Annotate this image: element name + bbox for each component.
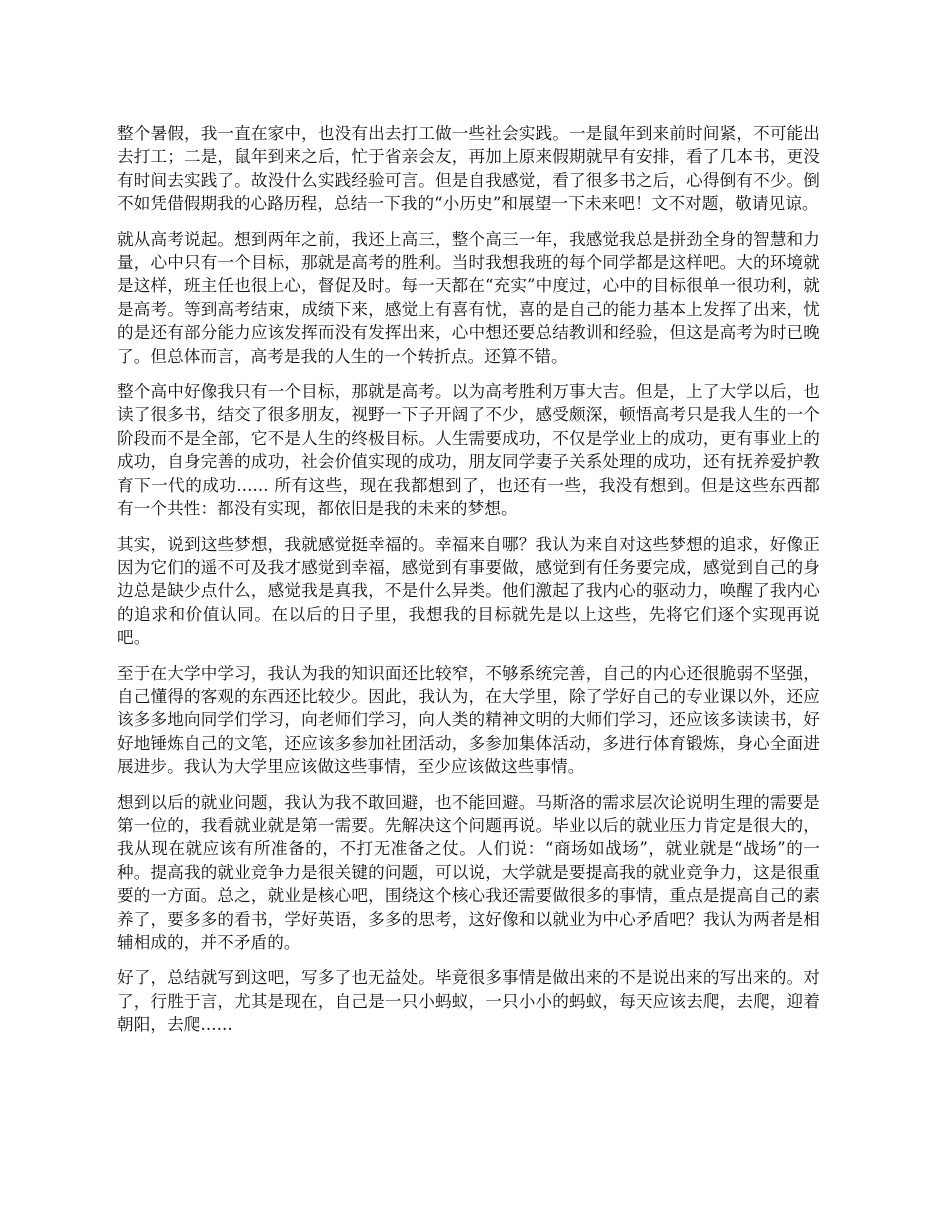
paragraph-university-study: 至于在大学中学习，我认为我的知识面还比较窄，不够系统完善，自己的内心还很脆弱不坚强，自己懂得的客观的东西还比较少。因此，我认为，在大学里，除了学好自己的专业课以外，还应该多多地向同学们学习，向老师们学习，向人类的精神文明的大师们学习，还应该多读读书，好好地锤炼自己的文笔，还应该多参加社团活动，多参加集体活动，多进行体育锻炼，身心全面进展进步。我认为大学里应该做这些事情，至少应该做这些事情。	[117, 663, 820, 777]
document-body	[117, 122, 820, 1037]
paragraph-summer-vacation: 整个暑假，我一直在家中，也没有出去打工做一些社会实践。一是鼠年到来前时间紧，不可能出去打工；二是，鼠年到来之后，忙于省亲会友，再加上原来假期就早有安排，看了几本书，更没有时间去实践了。故没什么实践经验可言。但是自我感觉，看了很多书之后，心得倒有不少。倒不如凭借假期我的心路历程，总结一下我的“小历史”和展望一下未来吧！文不对题，敬请见谅。	[117, 124, 820, 214]
paragraph-high-school-goal: 整个高中好像我只有一个目标，那就是高考。以为高考胜利万事大吉。但是，上了大学以后，也读了很多书，结交了很多朋友，视野一下子开阔了不少，感受颇深，顿悟高考只是我人生的一个阶段而不是全部，它不是人生的终极目标。人生需要成功，不仅是学业上的成功，更有事业上的成功，自身完善的成功，社会价值实现的成功，朋友同学妻子关系处理的成功，还有抚养爱护教育下一代的成功...... 所有这些，现在我都想到了，也还有一些，我没有想到。但是这些东西都有一个共性：都没有实现，都依旧是我的未来的梦想。	[117, 382, 820, 519]
paragraph-employment: 想到以后的就业问题，我认为我不敢回避，也不能回避。马斯洛的需求层次论说明生理的需要是第一位的，我看就业就是第一需要。先解决这个问题再说。毕业以后的就业压力肯定是很大的，我从现在就应该有所准备的，不打无准备之仗。人们说：“商场如战场”，就业就是“战场”的一种。提高我的就业竞争力是很关键的问题，可以说，大学就是要提高我的就业竞争力，这是很重要的一方面。总之，就业是核心吧，围绕这个核心我还需要做很多的事情，重点是提高自己的素养了，要多多的看书，学好英语，多多的思考，这好像和以就业为中心矛盾吧？我认为两者是相辅相成的，并不矛盾的。	[117, 792, 820, 952]
paragraph-conclusion: 好了，总结就写到这吧，写多了也无益处。毕竟很多事情是做出来的不是说出来的写出来的。对了，行胜于言，尤其是现在，自己是一只小蚂蚁，一只小小的蚂蚁，每天应该去爬，去爬，迎着朝阳，去爬......	[117, 968, 820, 1035]
paragraph-dreams: 其实，说到这些梦想，我就感觉挺幸福的。幸福来自哪？我认为来自对这些梦想的追求，好像正因为它们的遥不可及我才感觉到幸福，感觉到有事要做，感觉到有任务要完成，感觉到自己的身边总是缺少点什么，感觉我是真我，不是什么异类。他们激起了我内心的驱动力，唤醒了我内心的追求和价值认同。在以后的日子里，我想我的目标就先是以上这些，先将它们逐个实现再说吧。	[117, 534, 820, 648]
paragraph-gaokao: 就从高考说起。想到两年之前，我还上高三，整个高三一年，我感觉我总是拼劲全身的智慧和力量，心中只有一个目标，那就是高考的胜利。当时我想我班的每个同学都是这样吧。大的环境就是这样，班主任也很上心，督促及时。每一天都在“充实”中度过，心中的目标很单一很功利，就是高考。等到高考结束，成绩下来，感觉上有喜有忧，喜的是自己的能力基本上发挥了出来，忧的是还有部分能力应该发挥而没有发挥出来，心中想还要总结教训和经验，但这是高考为时已晚了。但总体而言，高考是我的人生的一个转折点。还算不错。	[117, 229, 820, 366]
